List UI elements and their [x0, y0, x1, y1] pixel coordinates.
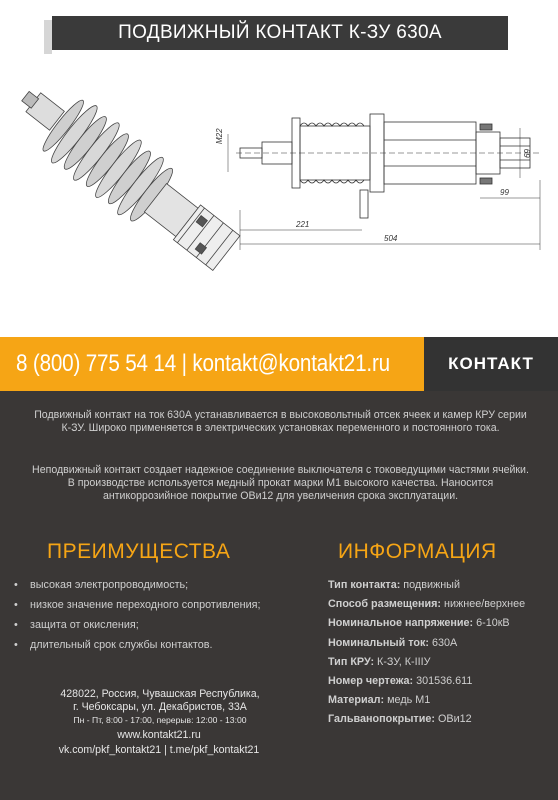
dim-221: 221 [296, 220, 310, 229]
technical-drawing [0, 60, 558, 335]
info-row [328, 655, 553, 674]
website-link[interactable]: www.kontakt21.ru [117, 729, 201, 741]
logo-text: КОНТАКТ [448, 354, 534, 373]
list-item: • защита от окисления; [14, 618, 304, 638]
info-key: Гальванопокрытие: [328, 713, 435, 726]
description-paragraph-1: Подвижный контакт на ток 630А устанавливается в высоковольтный отсек ячеек и камер КРУ серии К-ЗУ. Широко применяется в электрических установках переменного и постоянного тока. [34, 409, 527, 434]
dim-99: 99 [500, 188, 509, 197]
info-value: 630А [429, 636, 458, 649]
info-row [328, 693, 553, 712]
page-title: ПОДВИЖНЫЙ КОНТАКТ К-ЗУ 630А [52, 16, 508, 50]
contact-3d-illustration [3, 68, 248, 282]
info-row [328, 616, 553, 635]
info-value: медь М1 [384, 694, 431, 707]
info-value: подвижный [400, 579, 460, 591]
dim-m22: M22 [215, 128, 224, 144]
address-line-1: 428022, Россия, Чувашская Республика, [60, 688, 260, 700]
info-row [328, 578, 553, 597]
advantages-list [14, 578, 304, 658]
information-heading: ИНФОРМАЦИЯ [338, 540, 497, 563]
list-item: • низкое значение переходного сопротивления; [14, 598, 304, 618]
info-row [328, 597, 553, 616]
info-value: 301536.611 [413, 674, 473, 687]
info-row [328, 712, 553, 731]
advantages-heading: ПРЕИМУЩЕСТВА [47, 540, 231, 563]
contact-section-drawing [228, 114, 540, 250]
info-value: нижнее/верхнее [441, 598, 526, 611]
description-paragraph-2: Неподвижный контакт создает надежное соединение выключателя с токоведущими частями ячейки. В производстве используется медный прокат марки М1 высокого качества. Наносится антикоррозийное покрытие ОВи12 для увеличения срока эксплуатации. [32, 464, 529, 502]
info-row [328, 636, 553, 655]
company-logo [424, 337, 558, 391]
info-key: Тип контакта: [328, 579, 401, 591]
working-hours: Пн - Пт, 8:00 - 17:00, перерыв: 12:00 - 13:00 [73, 715, 247, 725]
address-block [40, 688, 280, 726]
list-item: • длительный срок службы контактов. [14, 638, 304, 658]
links-block [14, 728, 304, 758]
info-key: Материал: [328, 694, 385, 707]
info-key: Номинальное напряжение: [328, 617, 474, 630]
dim-69: 69 [523, 149, 532, 158]
info-key: Номер чертежа: [328, 674, 414, 687]
contact-phone-email[interactable]: 8 (800) 775 54 14 | kontakt@kontakt21.ru [16, 350, 391, 377]
info-value: 6-10кВ [473, 617, 510, 630]
info-value: ОВи12 [434, 713, 472, 726]
info-row [328, 674, 553, 693]
info-value: К-ЗУ, К-IIIУ [374, 655, 431, 668]
info-key: Способ размещения: [328, 598, 442, 611]
dim-504: 504 [384, 234, 398, 243]
address-line-2: г. Чебоксары, ул. Декабристов, 33А [73, 701, 247, 713]
information-list [328, 578, 553, 732]
social-links[interactable]: vk.com/pkf_kontakt21 | t.me/pkf_kontakt21 [58, 744, 260, 756]
list-item: • высокая электропроводимость; [14, 578, 304, 598]
info-key: Тип КРУ: [328, 655, 375, 668]
info-key: Номинальный ток: [328, 636, 430, 649]
